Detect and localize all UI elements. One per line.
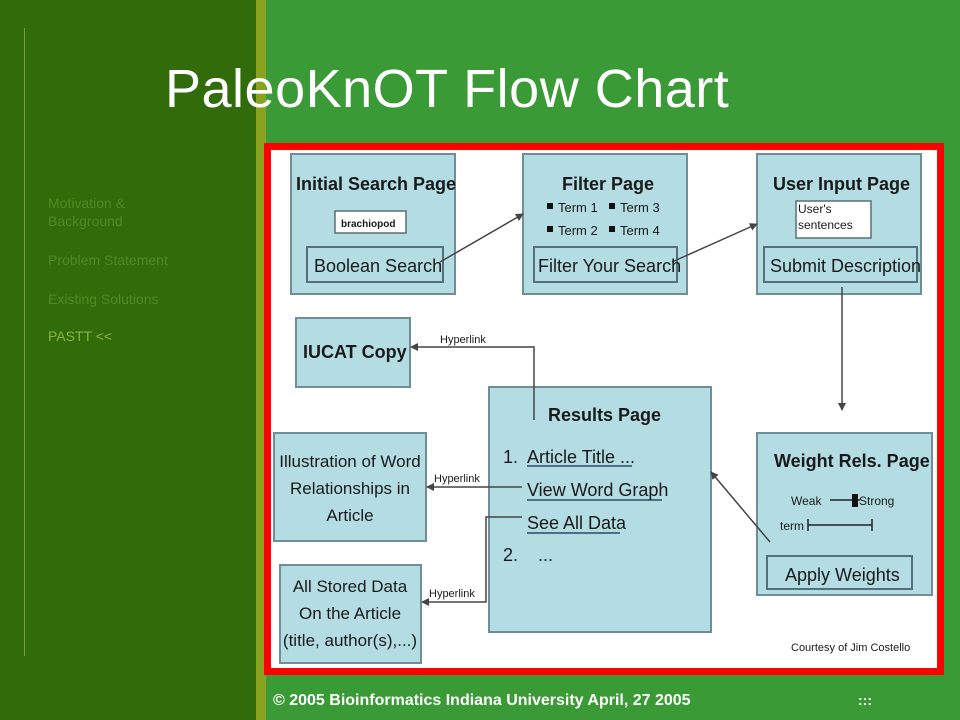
nav-motivation[interactable]: Motivation & Background [48,195,126,229]
result-1-number: 1. [503,447,519,467]
footer-text: © 2005 Bioinformatics Indiana University April, 27 2005 [273,692,691,709]
boolean-search-label: Boolean Search [314,256,443,276]
strong-label: Strong [859,494,895,508]
nav-pastt[interactable]: PASTT << [48,328,113,344]
term-label: term [780,519,804,533]
term-3-bullet [609,203,615,209]
user-input-title: User Input Page [773,174,911,194]
initial-search-title: Initial Search Page [296,174,457,194]
stored-line-1: All Stored Data [292,577,408,596]
illustration-line-2: Relationships in [289,479,411,498]
submit-description-label: Submit Description [770,256,922,276]
filter-title: Filter Page [562,174,655,194]
illustration-line-1: Illustration of Word [279,452,421,471]
footer-nav-mark[interactable]: ::: [858,692,872,708]
apply-weights-label: Apply Weights [785,565,900,585]
weak-label: Weak [791,494,822,508]
view-word-graph-link: View Word Graph [527,480,669,500]
hyperlink-label-iucat: Hyperlink [440,334,486,346]
hyperlink-label-illustration: Hyperlink [434,473,480,485]
stored-line-3: (title, author(s),...) [282,631,418,650]
term-1-label: Term 1 [558,200,598,215]
weak-strong-slider-thumb [852,494,858,507]
textarea-line-1: User's [798,202,832,216]
iucat-title: IUCAT Copy [303,342,407,362]
weight-title: Weight Rels. Page [774,451,930,471]
term-4-label: Term 4 [620,223,660,238]
query-value: brachiopod [341,219,396,230]
term-4-bullet [609,226,615,232]
stored-line-2: On the Article [298,604,402,623]
nav-existing-solutions[interactable]: Existing Solutions [48,291,159,307]
hyperlink-label-stored: Hyperlink [429,588,475,600]
results-title: Results Page [548,405,662,425]
filter-search-label: Filter Your Search [538,256,682,276]
credit-text: Courtesy of Jim Costello [791,642,911,654]
term-3-label: Term 3 [620,200,660,215]
result-2-placeholder: 2. ... [503,545,554,565]
article-title-link: Article Title ... [527,447,636,467]
term-2-label: Term 2 [558,223,598,238]
see-all-data-link: See All Data [527,513,627,533]
illustration-line-3: Article [326,506,374,525]
term-1-bullet [547,203,553,209]
term-2-bullet [547,226,553,232]
textarea-line-2: sentences [798,218,853,232]
slide-title: PaleoKnOT Flow Chart [165,59,730,119]
nav-problem-statement[interactable]: Problem Statement [48,252,168,268]
